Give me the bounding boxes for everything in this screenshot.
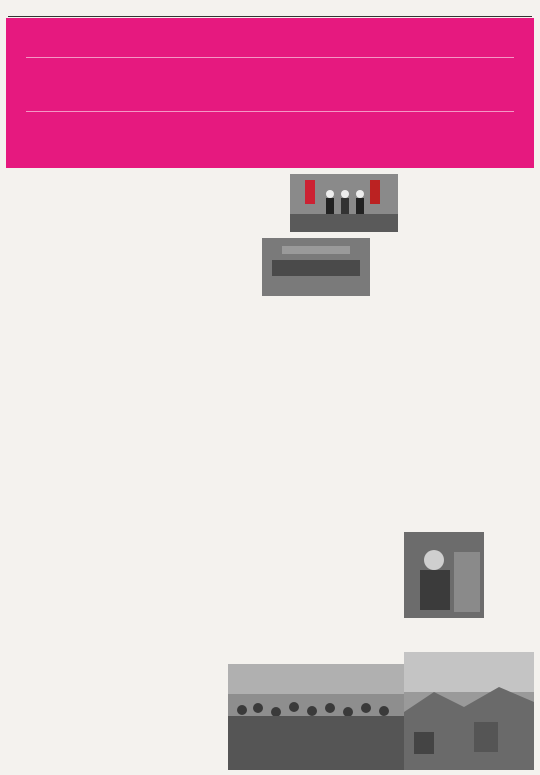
conference-photo-graphic [262, 238, 370, 296]
ukraine-body [8, 256, 258, 364]
india-subhead [472, 172, 494, 472]
tsinghua-photo-graphic [228, 664, 404, 770]
reform-headline [114, 520, 138, 740]
tsinghua-body [228, 606, 398, 662]
india-lower-body [228, 466, 396, 522]
conference-photo [262, 238, 370, 296]
india-headline [496, 168, 534, 488]
israel-side-text [488, 532, 534, 650]
japan-body [8, 424, 258, 460]
gaza-ruins-photo [404, 652, 534, 770]
israel-photo [404, 532, 484, 618]
masthead-date [528, 4, 532, 16]
india-body-col [262, 298, 398, 464]
agri-body-col1 [8, 500, 110, 768]
israel-photo-graphic [404, 532, 484, 618]
banner-divider [26, 57, 514, 58]
gaza-photo-graphic [404, 652, 534, 770]
tsinghua-photo [228, 664, 404, 770]
meeting-caption [304, 214, 398, 236]
masthead-center [183, 4, 363, 16]
lead-body-col2 [134, 172, 254, 194]
agri-body-col2 [142, 500, 226, 768]
india-right-text [400, 172, 470, 492]
lead-body-col1 [8, 172, 130, 194]
banner-divider [26, 111, 514, 112]
lead-body-extra [8, 194, 254, 204]
lead-banner [6, 18, 534, 168]
conference-side-text [376, 238, 398, 296]
misc-body [228, 524, 396, 570]
masthead-bar [8, 4, 532, 17]
